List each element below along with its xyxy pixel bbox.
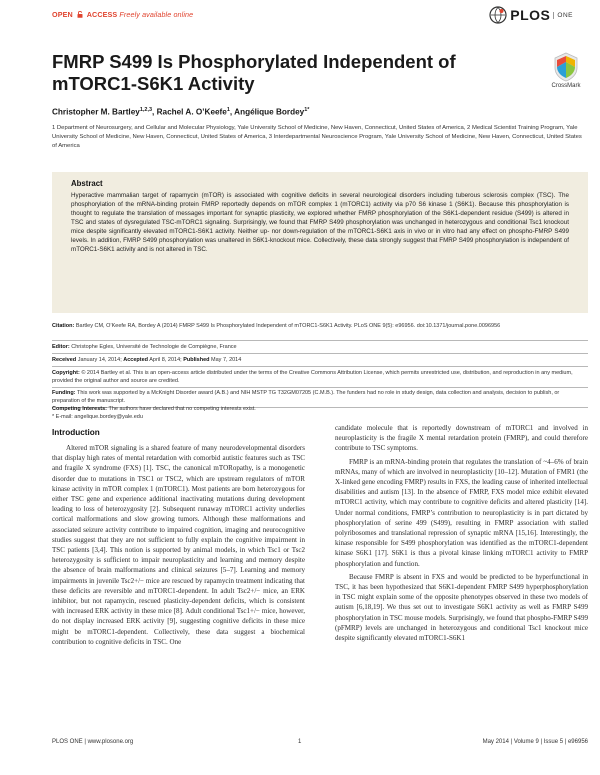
copyright-block xyxy=(52,369,588,386)
dates-block xyxy=(52,356,588,364)
plos-globe-icon xyxy=(489,6,507,24)
published-date: May 7, 2014 xyxy=(211,357,242,363)
funding-label: Funding: xyxy=(52,390,76,396)
access-label: ACCESS xyxy=(86,10,118,19)
open-access-banner xyxy=(52,10,193,19)
paragraph: candidate molecule that is reportedly downstream of mTORC1 and involved in neuroplasticity is the fragile X mental retardation protein (FMRP), and could therefore contribute to TSC symptoms. xyxy=(335,424,588,453)
divider xyxy=(52,366,588,367)
citation-label: Citation: xyxy=(52,323,75,329)
plos-one-logo xyxy=(489,6,573,24)
author-name: Rachel A. O’Keefe xyxy=(156,107,227,117)
received-date: January 14, 2014; xyxy=(77,357,122,363)
footer-journal: PLOS ONE | www.plosone.org xyxy=(52,739,134,745)
author-name: Christopher M. Bartley xyxy=(52,107,140,117)
editor-block xyxy=(52,343,588,351)
editor-label: Editor: xyxy=(52,344,70,350)
crossmark-label: CrossMark xyxy=(551,83,581,89)
editor-text: Christophe Egles, Université de Technologie de Compiègne, France xyxy=(71,344,237,350)
divider xyxy=(52,353,588,354)
author-name: Angélique Bordey xyxy=(234,107,305,117)
copyright-text: © 2014 Bartley et al. This is an open-access article distributed under the terms of the Creative Commons Attribution License, which permits unrestricted use, distribution, and reproduction in any medium, provided the original author and source are credited. xyxy=(52,370,573,385)
published-label: Published xyxy=(183,357,210,363)
abstract-box xyxy=(52,172,588,313)
divider xyxy=(52,387,588,388)
competing-interests-block xyxy=(52,405,588,422)
funding-text: This work was supported by a McKnight Disorder award (A.B.) and NIH MSTP TG T32GM07205 (C.M.B.). The funders had no role in study design, data collection and analysis, decision to publish, or preparation of the manuscript. xyxy=(52,390,560,405)
email-line[interactable]: * E-mail: angelique.bordey@yale.edu xyxy=(52,414,143,421)
paragraph: FMRP is an mRNA-binding protein that regulates the translation of ~4–6% of brain mRNAs, many of which are involved in neuroplasticity [10–12]. Mutation of FMR1 (the X-linked gene encoding FMRP) results in FXS, the leading cause of inherited intellectual disabilities and autism [13]. In the absence of FMRP, FXS model mice exhibit elevated mTORC1 activity, which may contribute to cognitive deficits and altered plasticity [14]. Under normal conditions, FMRP’s contribution to neuroplasticity is in part dictated by phosphorylation of serine 499 (S499), resulting in FMRP association with stalled polyribosomes and translational repression of synaptic mRNA [15,16]. Interestingly, the kinase responsible for S499 phosphorylation was identified as the mTORC1-dependent kinase S6K1 [17]. S6K1 is thus a pivotal kinase linking mTORC1 activity to FMRP phosphorylation and function. xyxy=(335,457,588,568)
divider xyxy=(52,340,588,341)
author-affil-sup: 1* xyxy=(304,107,310,113)
paragraph: Altered mTOR signaling is a shared feature of many neurodevelopmental disorders that display high rates of mental retardation with comorbid autistic features such as TSC and fragile X syndrome (FXS) [1]. TSC, the canonical mTORopathy, is a monogenetic disorder due to mutations in TSC1 or TSC2, which are upstream regulators of mTOR kinase activity in mTOR complex 1 (mTORC1). Most patients are born heterozygous for either TSC gene and experience additional inactivating mutations during development leading to loss of heterozygosity [2]. Subsequent runaway mTORC1 activity underlies cortical malformations and slow growing tumors. Although these malformations and associated seizure activity contribute to impaired cognition, imaging and neurocognitive studies suggest that they are not sufficient to fully explain the cognitive impairment in TSC patients [3,4]. This notion is supported by animal models, in which Tsc1 or Tsc2 heterozygosity is sufficient to impair neuroplasticity and learning and memory despite the absence of brain malformations and clinical seizures [5–7]. Learning and memory impairments in juvenile Tsc2+/− mice are rescued by rapamycin treatment indicating that these deficits are reversible and mTORC1-dependent. In adult Tsc2+/− mice, an ERK inhibitor, but not rapamycin, rescued plasticity-dependent deficits, which is consistent with increased ERK activity in these mice [8]. Adult conditional Tsc1+/− mice, however, do not display increased ERK activity [9], suggesting cognitive deficits in these mice might be mTORC1-dependent. Collectively, these data suggest a biochemical contribution to cognitive deficits in TSC. One xyxy=(52,444,305,646)
citation-text: Bartley CM, O’Keefe RA, Bordey A (2014) FMRP S499 Is Phosphorylated Independent of mTORC1-S6K1 Activity. PLoS ONE 9(5): e96956. doi:10.1371/journal.pone.0096956 xyxy=(75,323,501,329)
received-label: Received xyxy=(52,357,77,363)
open-lock-icon xyxy=(77,11,83,18)
footer-issue: May 2014 | Volume 9 | Issue 5 | e96956 xyxy=(482,739,588,745)
footer-page-number: 1 xyxy=(298,739,302,745)
author-affil-sup: 1 xyxy=(226,107,230,113)
crossmark-icon xyxy=(553,52,579,82)
competing-text: The authors have declared that no competing interests exist. xyxy=(108,406,256,412)
plos-wordmark: PLOS xyxy=(510,7,551,23)
citation-block xyxy=(52,322,588,330)
intro-heading: Introduction xyxy=(52,428,100,437)
crossmark-badge[interactable] xyxy=(546,52,586,89)
article-title: FMRP S499 Is Phosphorylated Independent of mTORC1-S6K1 Activity xyxy=(52,51,456,94)
competing-label: Competing Interests: xyxy=(52,406,108,412)
intro-right-column xyxy=(335,423,588,646)
intro-left-text xyxy=(52,443,305,650)
accepted-label: Accepted xyxy=(123,357,149,363)
funding-block xyxy=(52,389,588,406)
affiliations: 1 Department of Neurosurgery, and Cellular and Molecular Physiology, Yale University School of Medicine, New Haven, Connecticut, United States of America, 2 Medical Scientist Training Program, Yale University School of Medicine, New Haven, Connecticut, United States of America, 3 Interdepartmental Neuroscience Program, Yale University School of Medicine, New Haven, Connecticut, United States of America xyxy=(52,125,582,149)
journal-wordmark: ONE xyxy=(553,12,573,19)
open-label: OPEN xyxy=(52,10,73,19)
paragraph: Because FMRP is absent in FXS and would be predicted to be hyperfunctional in TSC, it has been hypothesized that S6K1-dependent FMRP S499 hyperphosphorylation in TSC might explain some of the opposite phenotypes observed in these two models of autism [6,18,19]. We thus set out to investigate S6K1 activity as well as FMRP S499 phosphorylation in TSC mouse models. Surprisingly, we found that phospho-FMRP S499 (pFMRP) levels are unchanged in heterozygous and conditional Tsc1 knockout mice despite significantly elevated mTORC1-S6K1 xyxy=(335,572,588,643)
freely-available-label: Freely available online xyxy=(119,10,194,19)
author-list: Christopher M. Bartley$^{1,2,3}$, Rachel A. O’Keefe$^1$, Angélique Bordey$^{1*}$ xyxy=(52,107,310,117)
abstract-heading: Abstract xyxy=(71,179,103,188)
copyright-label: Copyright: xyxy=(52,370,80,376)
abstract-text: Hyperactive mammalian target of rapamycin (mTOR) is associated with cognitive deficits in several neurological disorders including tuberous sclerosis complex (TSC). The phosphorylation of the mRNA-binding protein FMRP reportedly depends on mTOR complex 1 (mTORC1) activity via p70 S6 kinase 1 (S6K1). Because this phosphorylation is thought to regulate the translation of messages important for synaptic plasticity, we explored whether FMRP phosphorylation of the S6K1-dependent residue (S499) is altered in TSC and states of dysregulated TSC-mTORC1 signaling. Surprisingly, we found that FMRP S499 phosphorylation was unchanged in heterozygous and conditional Tsc1 knockout mice despite significantly elevated mTORC1-S6K1 activity. Neither up- nor down-regulation of the mTORC1-S6K1 axis in vivo or in vitro had any effect on phospho-FMRP S499 levels. In addition, FMRP S499 phosphorylation was unaltered in S6K1-knockout mice. Collectively, these data strongly suggest that FMRP S499 phosphorylation is independent of mTORC1-S6K1 activity and is not altered in TSC. xyxy=(71,192,569,254)
accepted-date: April 8, 2014; xyxy=(149,357,182,363)
author-affil-sup: 1,2,3 xyxy=(139,107,153,113)
